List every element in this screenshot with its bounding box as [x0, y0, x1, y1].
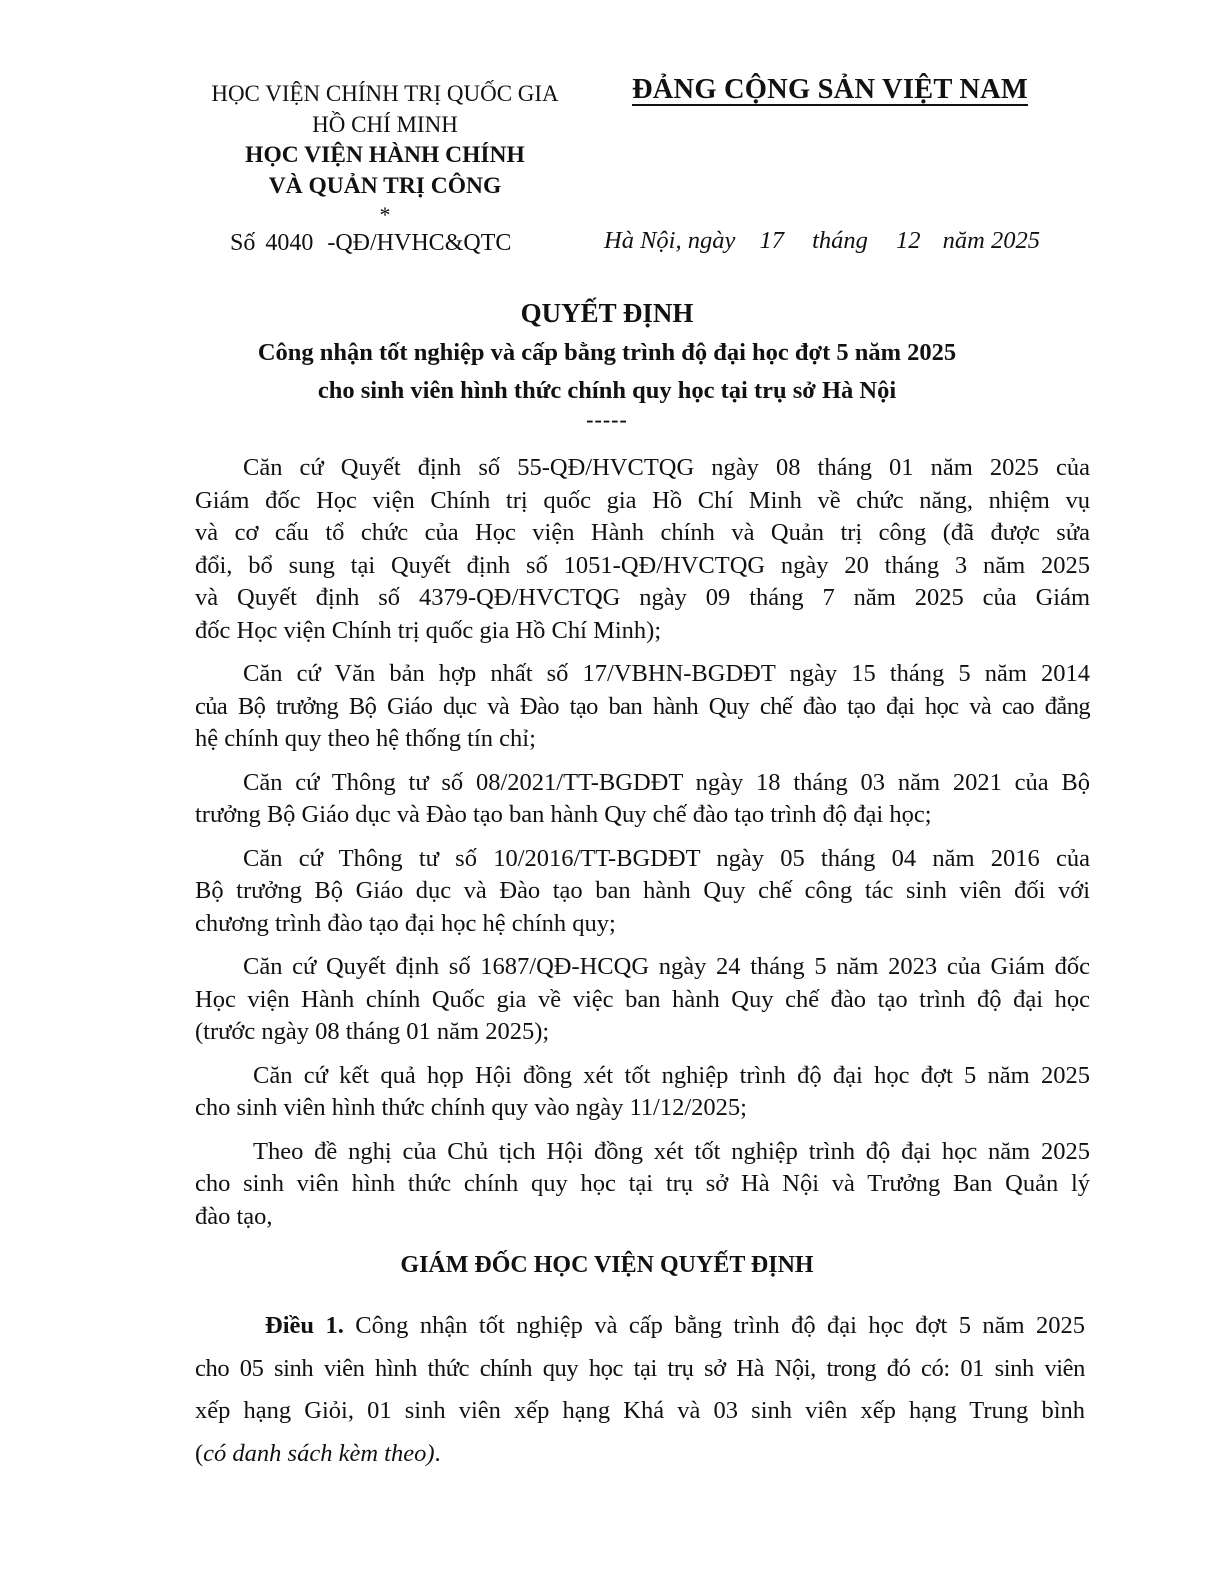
- preamble-line: chương trình đào tạo đại học hệ chính quy;: [195, 909, 616, 937]
- parent-org-line2: HỒ CHÍ MINH: [312, 112, 458, 137]
- article-line: Công nhận tốt nghiệp và cấp bằng trình độ đại học đợt 5 năm 2025: [355, 1312, 1086, 1339]
- preamble-line: và cơ cấu tổ chức của Học viện Hành chính và Quản trị công (đã được sửa: [195, 519, 1090, 546]
- preamble-paragraph: [195, 843, 1090, 941]
- parent-org-line1: HỌC VIỆN CHÍNH TRỊ QUỐC GIA: [211, 81, 559, 106]
- preamble-line: trưởng Bộ Giáo dục và Đào tạo ban hành Quy chế đào tạo trình độ đại học;: [195, 801, 932, 828]
- document-title: QUYẾT ĐỊNH: [520, 298, 694, 328]
- preamble-line: Giám đốc Học viện Chính trị quốc gia Hồ Chí Minh về chức năng, nhiệm vụ: [195, 486, 1090, 514]
- preamble-line: cho sinh viên hình thức chính quy vào ngày 11/12/2025;: [195, 1094, 747, 1121]
- doc-number-prefix: Số: [230, 230, 256, 256]
- preamble-paragraph: [195, 767, 1090, 832]
- date-place: Hà Nội, ngày: [604, 227, 736, 254]
- preamble-paragraph: [195, 951, 1090, 1049]
- date-month-label: tháng: [812, 227, 868, 254]
- org-line2: VÀ QUẢN TRỊ CÔNG: [268, 173, 502, 199]
- document-subtitle-line1: Công nhận tốt nghiệp và cấp bằng trình độ đại học đợt 5 năm 2025: [257, 339, 957, 366]
- preamble-paragraph: [195, 452, 1090, 647]
- date-day: 17: [759, 227, 784, 254]
- article-1: [195, 1305, 1085, 1475]
- preamble-line: hệ chính quy theo hệ thống tín chỉ;: [195, 725, 536, 752]
- preamble-paragraph: [195, 658, 1090, 756]
- article-line: xếp hạng Giỏi, 01 sinh viên xếp hạng Khá và 03 sinh viên xếp hạng Trung bình: [195, 1397, 1085, 1424]
- document-number: [230, 230, 511, 257]
- doc-number-suffix: -QĐ/HVHC&QTC: [327, 230, 512, 256]
- preamble-line: Căn cứ kết quả họp Hội đồng xét tốt nghiệp trình độ đại học đợt 5 năm 2025: [253, 1061, 1090, 1089]
- preamble-line: Căn cứ Quyết định số 1687/QĐ-HCQG ngày 24 tháng 5 năm 2023 của Giám đốc: [243, 953, 1090, 980]
- preamble-line: cho sinh viên hình thức chính quy học tại trụ sở Hà Nội và Trưởng Ban Quản lý: [195, 1170, 1090, 1197]
- preamble-line: Bộ trưởng Bộ Giáo dục và Đào tạo ban hành Quy chế công tác sinh viên đối với: [195, 877, 1090, 904]
- title-separator: -----: [586, 407, 628, 432]
- preamble-line: Căn cứ Quyết định số 55-QĐ/HVCTQG ngày 08 tháng 01 năm 2025 của: [243, 454, 1090, 481]
- preamble-paragraph: [195, 1136, 1090, 1234]
- preamble-line: Căn cứ Văn bản hợp nhất số 17/VBHN-BGDĐT ngày 15 tháng 5 năm 2014: [243, 660, 1090, 687]
- preamble-line: đào tạo,: [195, 1202, 273, 1230]
- date-month: 12: [896, 227, 921, 254]
- issue-date: [604, 227, 1040, 255]
- party-header: [620, 74, 1040, 106]
- preamble-line: đổi, bổ sung tại Quyết định số 1051-QĐ/HVCTQG ngày 20 tháng 3 năm 2025: [195, 551, 1090, 579]
- preamble-line: và Quyết định số 4379-QĐ/HVCTQG ngày 09 tháng 7 năm 2025 của Giám: [195, 584, 1090, 611]
- org-line1: HỌC VIỆN HÀNH CHÍNH: [245, 142, 525, 168]
- preamble-line: Căn cứ Thông tư số 10/2016/TT-BGDĐT ngày 05 tháng 04 năm 2016 của: [243, 844, 1090, 872]
- party-name: ĐẢNG CỘNG SẢN VIỆT NAM: [631, 74, 1029, 105]
- decision-heading: GIÁM ĐỐC HỌC VIỆN QUYẾT ĐỊNH: [400, 1252, 814, 1278]
- document-subtitle-line2: cho sinh viên hình thức chính quy học tại trụ sở Hà Nội: [317, 377, 897, 404]
- preamble-line: (trước ngày 08 tháng 01 năm 2025);: [195, 1018, 550, 1045]
- star-separator: *: [379, 202, 391, 227]
- preamble-line: Theo đề nghị của Chủ tịch Hội đồng xét tốt nghiệp trình độ đại học năm 2025: [253, 1137, 1090, 1165]
- article-label: Điều 1.: [265, 1312, 344, 1339]
- preamble-line: Học viện Hành chính Quốc gia về việc ban hành Quy chế đào tạo trình độ đại học: [195, 985, 1090, 1013]
- article-attachment-note: (có danh sách kèm theo).: [195, 1439, 441, 1467]
- preamble-line: đốc Học viện Chính trị quốc gia Hồ Chí Minh);: [195, 616, 662, 644]
- attachment-note-italic: có danh sách kèm theo): [203, 1439, 435, 1467]
- date-year: năm 2025: [942, 227, 1040, 254]
- preamble: [195, 452, 1090, 1244]
- article-line: cho 05 sinh viên hình thức chính quy học tại trụ sở Hà Nội, trong đó có: 01 sinh viên: [195, 1354, 1085, 1382]
- preamble-line: của Bộ trưởng Bộ Giáo dục và Đào tạo ban hành Quy chế đào tạo đại học và cao đẳng: [195, 692, 1090, 720]
- doc-number-value: 4040: [265, 230, 314, 256]
- preamble-line: Căn cứ Thông tư số 08/2021/TT-BGDĐT ngày 18 tháng 03 năm 2021 của Bộ: [243, 768, 1090, 796]
- issuing-organization: [195, 78, 575, 228]
- preamble-paragraph: [195, 1060, 1090, 1125]
